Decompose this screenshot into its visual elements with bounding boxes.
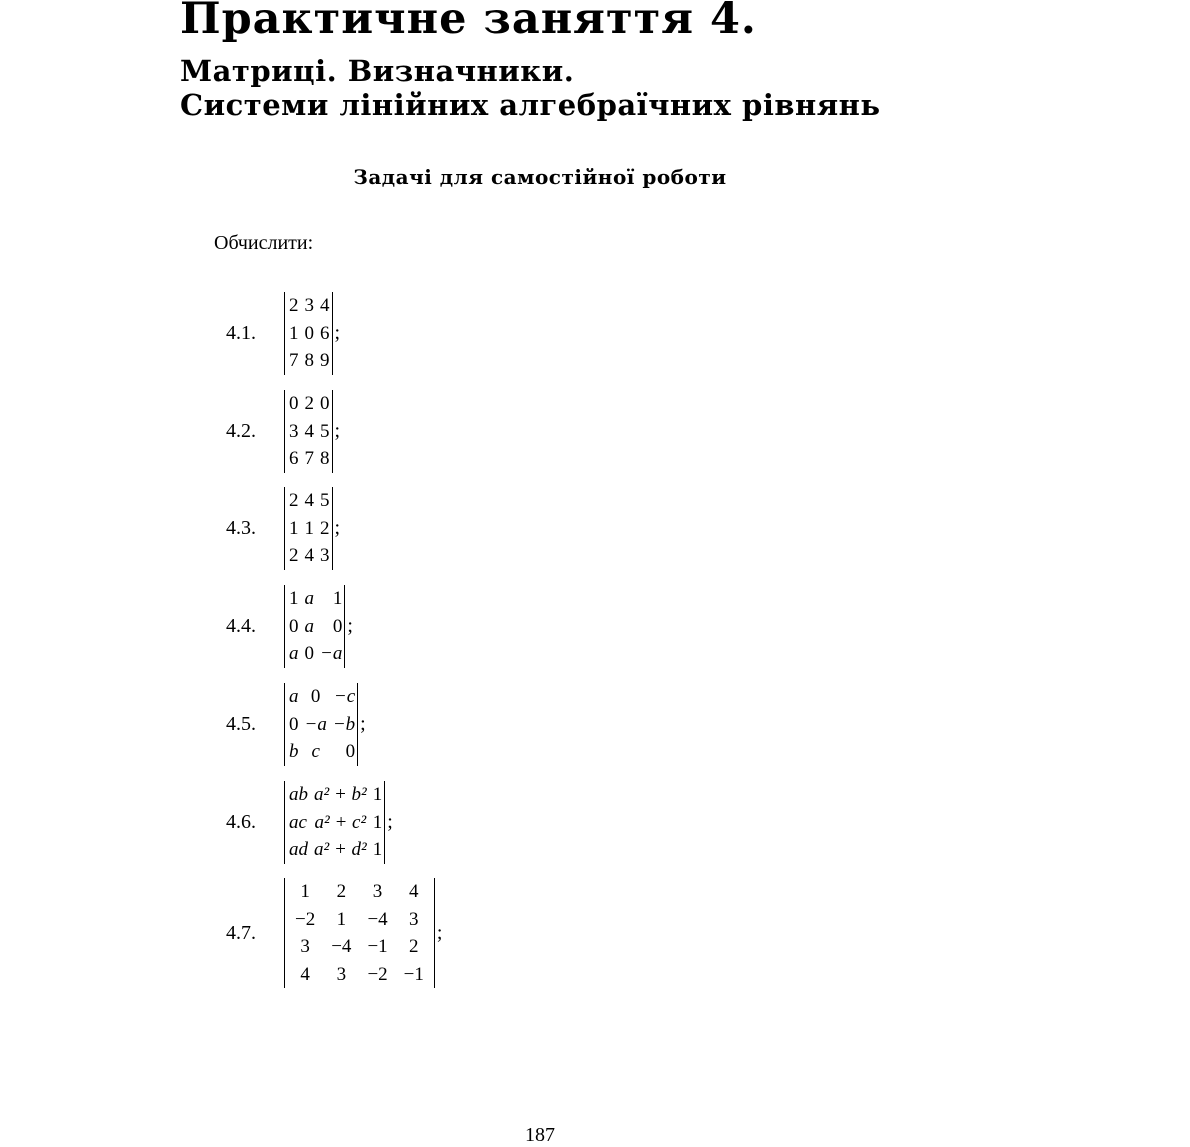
- matrix-entry: 7: [289, 350, 299, 371]
- determinant-row: [287, 809, 382, 837]
- determinant: [284, 390, 333, 473]
- matrix-entry: 4: [304, 545, 314, 566]
- matrix-entry: ab: [289, 784, 308, 805]
- matrix-entry: a: [289, 643, 299, 664]
- subtitle-line-2: Системи лінійних алгебраїчних рівнянь: [180, 88, 881, 122]
- matrix-entry: b: [289, 741, 299, 762]
- determinant-row: [287, 542, 330, 570]
- matrix-entry: 0: [320, 393, 330, 414]
- matrix-entry: 0: [289, 615, 299, 637]
- determinant-row: [287, 836, 382, 864]
- matrix-entry: 4: [409, 881, 419, 902]
- semicolon: ;: [436, 921, 443, 944]
- page-number: 187: [525, 1124, 555, 1146]
- matrix-entry: 8: [320, 448, 330, 469]
- matrix-entry: 2: [289, 490, 299, 511]
- matrix-entry: a² + c²: [314, 811, 367, 833]
- matrix-entry: 2: [336, 881, 347, 902]
- matrix-entry: 5: [320, 420, 330, 442]
- semicolon: ;: [360, 712, 366, 735]
- matrix-entry: ad: [289, 839, 308, 860]
- determinant-row: [287, 320, 330, 348]
- determinant-row: [287, 933, 432, 961]
- matrix-entry: −a: [304, 713, 327, 735]
- matrix-entry: 8: [304, 350, 314, 371]
- determinant-row: [287, 683, 355, 711]
- matrix-entry: 4: [300, 963, 310, 985]
- determinant-row: [287, 640, 342, 668]
- determinant-row: [287, 445, 330, 473]
- section-title: Задачі для самостійної роботи: [353, 165, 727, 189]
- problem-item: [226, 292, 340, 375]
- page-title: Практичне заняття 4.: [180, 0, 757, 44]
- matrix-entry: −1: [403, 963, 424, 985]
- problem-item: [226, 781, 393, 864]
- matrix-entry: 1: [289, 588, 299, 609]
- determinant: [284, 683, 358, 766]
- problem-number: 4.2.: [226, 419, 256, 442]
- matrix-entry: 0: [310, 686, 321, 707]
- determinant-row: [287, 292, 330, 320]
- determinant-row: [287, 781, 382, 809]
- matrix-entry: 1: [289, 322, 299, 344]
- problem-item: [226, 878, 442, 988]
- matrix-entry: 0: [304, 322, 314, 344]
- determinant-row: [287, 906, 432, 934]
- matrix-entry: 0: [332, 615, 343, 637]
- semicolon: ;: [387, 810, 393, 833]
- matrix-entry: ac: [289, 811, 307, 833]
- semicolon: ;: [347, 614, 353, 637]
- matrix-entry: 6: [289, 448, 299, 469]
- matrix-entry: 3: [409, 908, 419, 930]
- matrix-entry: 0: [289, 713, 299, 735]
- determinant-row: [287, 390, 330, 418]
- matrix-entry: −2: [295, 908, 316, 930]
- matrix-entry: 2: [289, 295, 299, 316]
- matrix-entry: a: [304, 615, 314, 637]
- matrix-entry: 1: [289, 517, 299, 539]
- matrix-entry: 3: [300, 936, 310, 957]
- matrix-entry: −2: [367, 963, 388, 985]
- matrix-entry: 1: [372, 839, 383, 860]
- matrix-entry: −1: [367, 936, 388, 957]
- semicolon: ;: [334, 419, 341, 442]
- matrix-entry: 6: [320, 322, 330, 344]
- problem-item: [226, 683, 366, 766]
- determinant: [284, 487, 333, 570]
- determinant: [284, 585, 345, 668]
- matrix-entry: 3: [320, 545, 330, 566]
- matrix-entry: 0: [345, 741, 356, 762]
- matrix-entry: 4: [304, 420, 314, 442]
- matrix-entry: a: [289, 686, 299, 707]
- matrix-entry: 2: [304, 393, 314, 414]
- semicolon: ;: [334, 321, 341, 344]
- matrix-entry: c: [311, 741, 320, 762]
- determinant: [284, 292, 333, 375]
- matrix-entry: 1: [372, 784, 383, 805]
- determinant-row: [287, 961, 432, 989]
- matrix-entry: a² + d²: [314, 839, 367, 860]
- problem-number: 4.7.: [226, 921, 256, 944]
- matrix-entry: 1: [336, 908, 347, 930]
- determinant-row: [287, 711, 355, 739]
- matrix-entry: a: [304, 588, 314, 609]
- matrix-entry: a² + b²: [314, 784, 367, 805]
- matrix-entry: −4: [367, 908, 388, 930]
- matrix-entry: 7: [304, 448, 314, 469]
- problem-number: 4.6.: [226, 810, 256, 833]
- determinant-row: [287, 487, 330, 515]
- matrix-entry: −4: [331, 936, 352, 957]
- matrix-entry: 3: [336, 963, 347, 985]
- matrix-entry: 3: [289, 420, 299, 442]
- problem-item: [226, 585, 353, 668]
- matrix-entry: −a: [320, 643, 343, 664]
- matrix-entry: 2: [320, 517, 330, 539]
- matrix-entry: −b: [332, 713, 356, 735]
- matrix-entry: 4: [320, 295, 330, 316]
- matrix-entry: 2: [289, 545, 299, 566]
- matrix-entry: 2: [409, 936, 419, 957]
- matrix-entry: 1: [332, 588, 343, 609]
- determinant-row: [287, 585, 342, 613]
- matrix-entry: 3: [372, 881, 383, 902]
- determinant-row: [287, 418, 330, 446]
- determinant: [284, 878, 435, 988]
- subtitle-line-1: Матриці. Визначники.: [180, 54, 575, 88]
- matrix-entry: 9: [320, 350, 330, 371]
- matrix-entry: 1: [300, 881, 310, 902]
- problem-number: 4.5.: [226, 712, 256, 735]
- problem-item: [226, 390, 340, 473]
- problem-number: 4.4.: [226, 614, 256, 637]
- problem-number: 4.3.: [226, 516, 256, 539]
- matrix-entry: 1: [372, 811, 383, 833]
- semicolon: ;: [334, 516, 341, 539]
- matrix-entry: 1: [304, 517, 314, 539]
- determinant: [284, 781, 385, 864]
- problem-item: [226, 487, 340, 570]
- matrix-entry: −c: [333, 686, 356, 707]
- determinant-row: [287, 738, 355, 766]
- determinant-row: [287, 613, 342, 641]
- matrix-entry: 0: [289, 393, 299, 414]
- determinant-row: [287, 878, 432, 906]
- intro-text: Обчислити:: [214, 232, 314, 254]
- matrix-entry: 4: [304, 490, 314, 511]
- matrix-entry: 0: [304, 643, 314, 664]
- problem-number: 4.1.: [226, 321, 256, 344]
- determinant-row: [287, 515, 330, 543]
- matrix-entry: 3: [304, 295, 314, 316]
- determinant-row: [287, 347, 330, 375]
- matrix-entry: 5: [320, 490, 330, 511]
